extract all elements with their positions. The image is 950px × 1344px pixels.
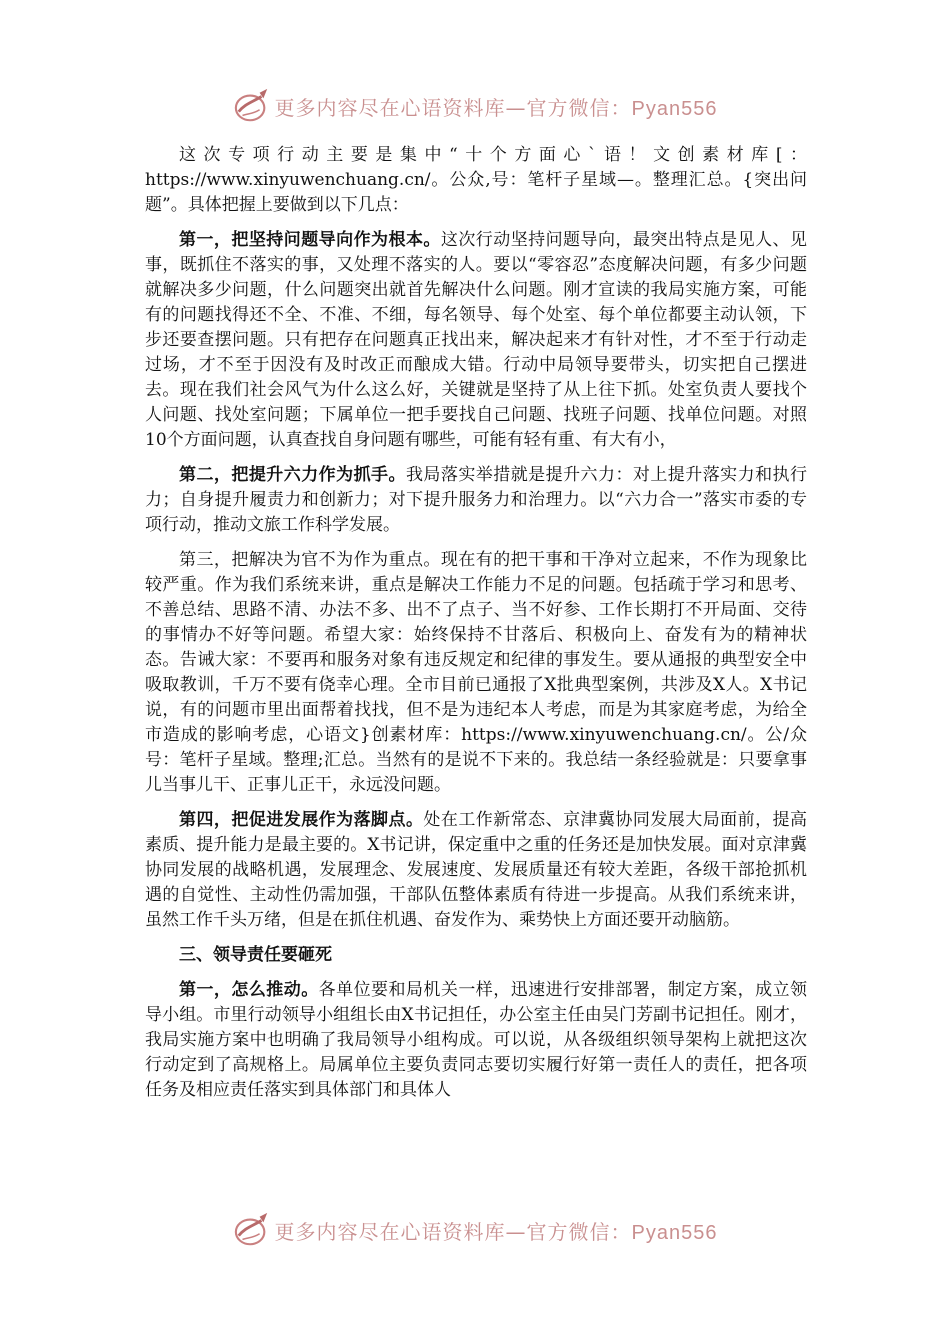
header-banner-text: 更多内容尽在心语资料库—官方微信：Pyan556 xyxy=(274,95,718,120)
point-2-text: 我局落实举措就是提升六力：对上提升落实力和执行力；自身提升履责力和创新力；对下提升服务力和治理力。以“六力合一”落实市委的专项行动，推动文旅工作科学发展。 xyxy=(145,465,808,535)
paragraph-point-1 xyxy=(145,228,807,453)
paragraph-point-2 xyxy=(145,463,807,538)
wechat-handle: Pyan556 xyxy=(631,1221,718,1244)
footer-banner xyxy=(0,1210,950,1250)
section-3-point-1-text: 各单位要和局机关一样，迅速进行安排部署，制定方案，成立领导小组。市里行动领导小组组长由X书记担任，办公室主任由吴门芳副书记担任。刚才，我局实施方案中也明确了我局领导小组构成。可以说，从各级组织领导架构上就把这次行动定到了高规格上。局属单位主要负责同志要切实履行好第一责任人的责任，把各项任务及相应责任落实到具体部门和具体人 xyxy=(145,980,808,1100)
point-1-text: 这次行动坚持问题导向，最突出特点是见人、见事，既抓住不落实的事，又处理不落实的人。要以“零容忍”态度解决问题，有多少问题就解决多少问题，什么问题突出就首先解决什么问题。刚才宣读的我局实施方案，可能有的问题找得还不全、不准、不细，每名领导、每个处室、每个单位都要主动认领，下步还要查摆问题。只有把存在问题真正找出来，解决起来才有针对性，才不至于行动走过场，才不至于因没有及时改正而酿成大错。行动中局领导要带头，切实把自己摆进去。现在我们社会风气为什么这么好，关键就是坚持了从上往下抓。处室负责人要找个人问题、找处室问题；下属单位一把手要找自己问题、找班子问题、找单位问题。对照10个方面问题，认真查找自身问题有哪些，可能有轻有重、有大有小， xyxy=(145,230,808,450)
point-4-text: 处在工作新常态、京津冀协同发展大局面前，提高素质、提升能力是最主要的。X书记讲，保定重中之重的任务还是加快发展。面对京津冀协同发展的战略机遇，发展理念、发展速度、发展质量还有较大差距，各级干部抢抓机遇的自觉性、主动性仍需加强，干部队伍整体素质有待进一步提高。从我们系统来讲，虽然工作千头万绪，但是在抓住机遇、奋发作为、乘势快上方面还要开动脑筋。 xyxy=(145,810,808,930)
footer-banner-text: 更多内容尽在心语资料库—官方微信：Pyan556 xyxy=(274,1219,718,1244)
point-2-title: 第二，把提升六力作为抓手。 xyxy=(179,465,406,485)
header-banner xyxy=(0,86,950,126)
paragraph-point-4 xyxy=(145,808,807,933)
point-1-title: 第一，把坚持问题导向作为根本。 xyxy=(179,230,441,250)
point-4-title: 第四，把促进发展作为落脚点。 xyxy=(179,810,424,830)
section-3-point-1-title: 第一，怎么推动。 xyxy=(179,980,319,1000)
paragraph-intro: 这次专项行动主要是集中“十个方面心`语！文创素材库[：https://www.xinyuwenchuang.cn/。公众,号：笔杆子星域—。整理汇总。{突出问题”。具体把握上要做到以下几点： xyxy=(145,145,807,215)
paragraph-section-3-point-1 xyxy=(145,978,807,1103)
scroll-pen-logo-icon xyxy=(233,87,271,125)
document-body xyxy=(145,143,807,1113)
scroll-pen-logo-icon xyxy=(233,1211,271,1249)
wechat-handle: Pyan556 xyxy=(631,97,718,120)
paragraph-point-3: 第三，把解决为官不为作为重点。现在有的把干事和干净对立起来，不作为现象比较严重。作为我们系统来讲，重点是解决工作能力不足的问题。包括疏于学习和思考、不善总结、思路不清、办法不多、出不了点子、当不好参、工作长期打不开局面、交待的事情办不好等问题。希望大家：始终保持不甘落后、积极向上、奋发有为的精神状态。告诫大家：不要再和服务对象有违反规定和纪律的事发生。要从通报的典型安全中吸取教训，千万不要有侥幸心理。全市目前已通报了X批典型案例，共涉及X人。X书记说，有的问题市里出面帮着找找，但不是为违纪本人考虑，而是为其家庭考虑，为给全市造成的影响考虑，心语文}创素材库：https://www.xinyuwenchuang.cn/。公/众号：笔杆子星域。整理;汇总。当然有的是说不下来的。我总结一条经验就是：只要拿事儿当事儿干、正事儿正干，永远没问题。 xyxy=(145,550,807,795)
section-heading-3: 三、领导责任要砸死 xyxy=(179,945,332,965)
